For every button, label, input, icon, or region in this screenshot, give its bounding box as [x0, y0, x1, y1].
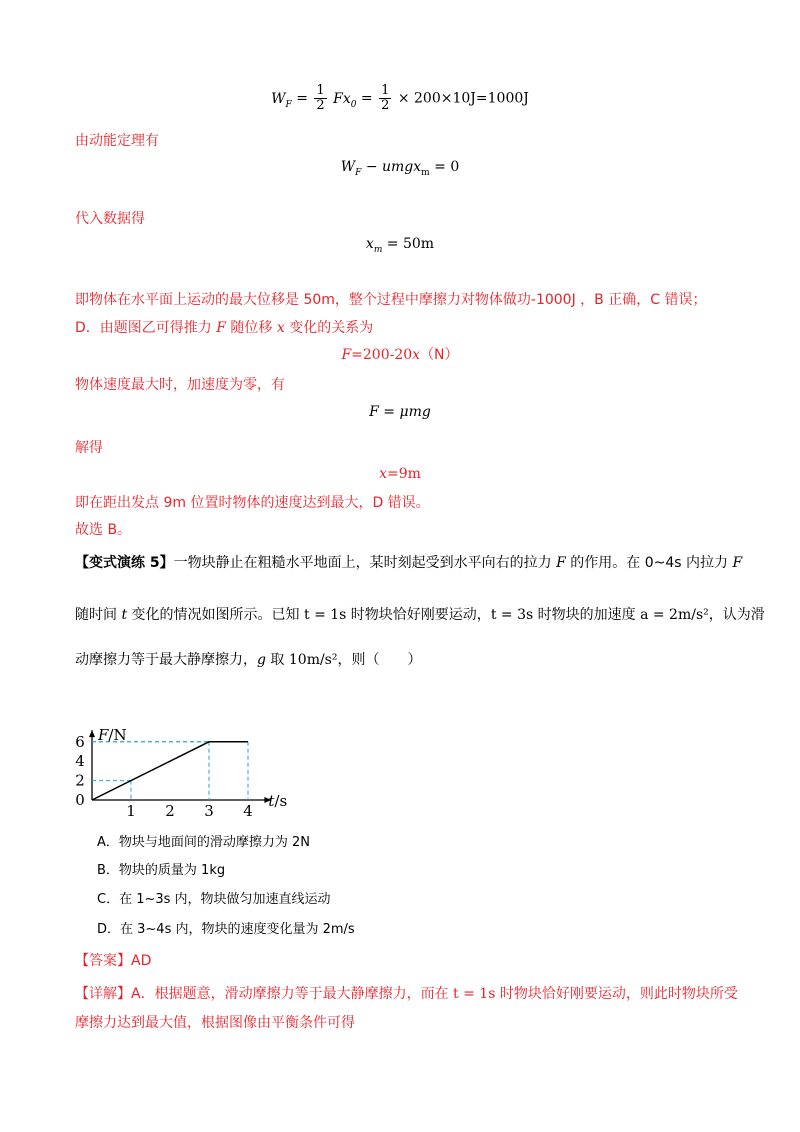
- text-substitute: 代入数据得: [75, 211, 145, 227]
- y-tick-6: 6: [75, 732, 85, 751]
- problem-line-2: 随时间 t 变化的情况如图所示。已知 t = 1s 时物块恰好刚要运动，t = 3s 时物块的加速度 a = 2m/s²，认为滑: [75, 607, 765, 623]
- force-time-chart: [60, 672, 320, 822]
- y-axis-label: F/N: [98, 726, 127, 745]
- eq-work-f: $W_F$ = $\frac{1}{2}$ $Fx_0$ = $\frac{1}{2}$ × 200×10J=1000J: [271, 83, 529, 113]
- option-b[interactable]: B．物块的质量为 1kg: [97, 863, 226, 878]
- x-tick-1: 1: [126, 802, 136, 820]
- text-choose-b: 故选 B。: [75, 522, 132, 538]
- eq-xm: $x_m = 50m$: [365, 236, 435, 255]
- text-solve: 解得: [75, 440, 103, 456]
- x-tick-2: 2: [165, 802, 175, 820]
- answer: 【答案】AD: [75, 953, 152, 969]
- detail-line-1: 【详解】A．根据题意，滑动摩擦力等于最大静摩擦力，而在 t = 1s 时物块恰好刚要运动，则此时物块所受: [75, 986, 738, 1002]
- eq-x9: x=9m: [379, 466, 421, 482]
- series-line-F: [92, 742, 248, 800]
- problem-line-3: 动摩擦力等于最大静摩擦力，g 取 10m/s²，则（ ）: [75, 652, 422, 668]
- x-tick-4: 4: [243, 802, 253, 820]
- fraction-half: $\frac{1}{2}$: [381, 83, 390, 113]
- eq-energy: $W_F$ − umgx$_m$ = 0: [340, 159, 460, 178]
- option-a[interactable]: A．物块与地面间的滑动摩擦力为 2N: [97, 835, 311, 850]
- y-axis-arrow: [89, 730, 95, 737]
- x-axis-label: t/s: [268, 792, 288, 810]
- eq-f-mu: F = μmg: [369, 404, 431, 420]
- option-c[interactable]: C．在 1~3s 内，物块做匀加速直线运动: [97, 892, 331, 907]
- option-d[interactable]: D．在 3~4s 内，物块的速度变化量为 2m/s: [97, 922, 355, 937]
- y-tick-4: 4: [75, 752, 85, 771]
- eq-f-linear: F=200-20x（N）: [341, 347, 459, 363]
- detail-tag: 【详解】: [75, 986, 131, 1002]
- x-tick-3: 3: [204, 802, 214, 820]
- y-tick-2: 2: [75, 771, 85, 790]
- detail-line-2: 摩擦力达到最大值，根据图像由平衡条件可得: [75, 1015, 355, 1031]
- text-velocity-max: 物体速度最大时，加速度为零，有: [75, 377, 285, 393]
- text-energy-theorem: 由动能定理有: [75, 133, 159, 149]
- problem-tag: 【变式演练 5】: [75, 555, 174, 571]
- text-max-displacement: 即物体在水平面上运动的最大位移是 50m，整个过程中摩擦力对物体做功-1000J ，B 正确，C 错误；: [75, 292, 707, 308]
- text-option-d-analysis: D．由题图乙可得推力 F 随位移 x 变化的关系为: [75, 320, 374, 336]
- problem-line-1: 【变式演练 5】一物块静止在粗糙水平地面上，某时刻起受到水平向右的拉力 F 的作用。在 0~4s 内拉力 F: [75, 555, 743, 571]
- origin-label: 0: [75, 791, 85, 809]
- fraction-half: $\frac{1}{2}$: [316, 83, 325, 113]
- text-d-conclusion: 即在距出发点 9m 位置时物体的速度达到最大，D 错误。: [75, 495, 430, 511]
